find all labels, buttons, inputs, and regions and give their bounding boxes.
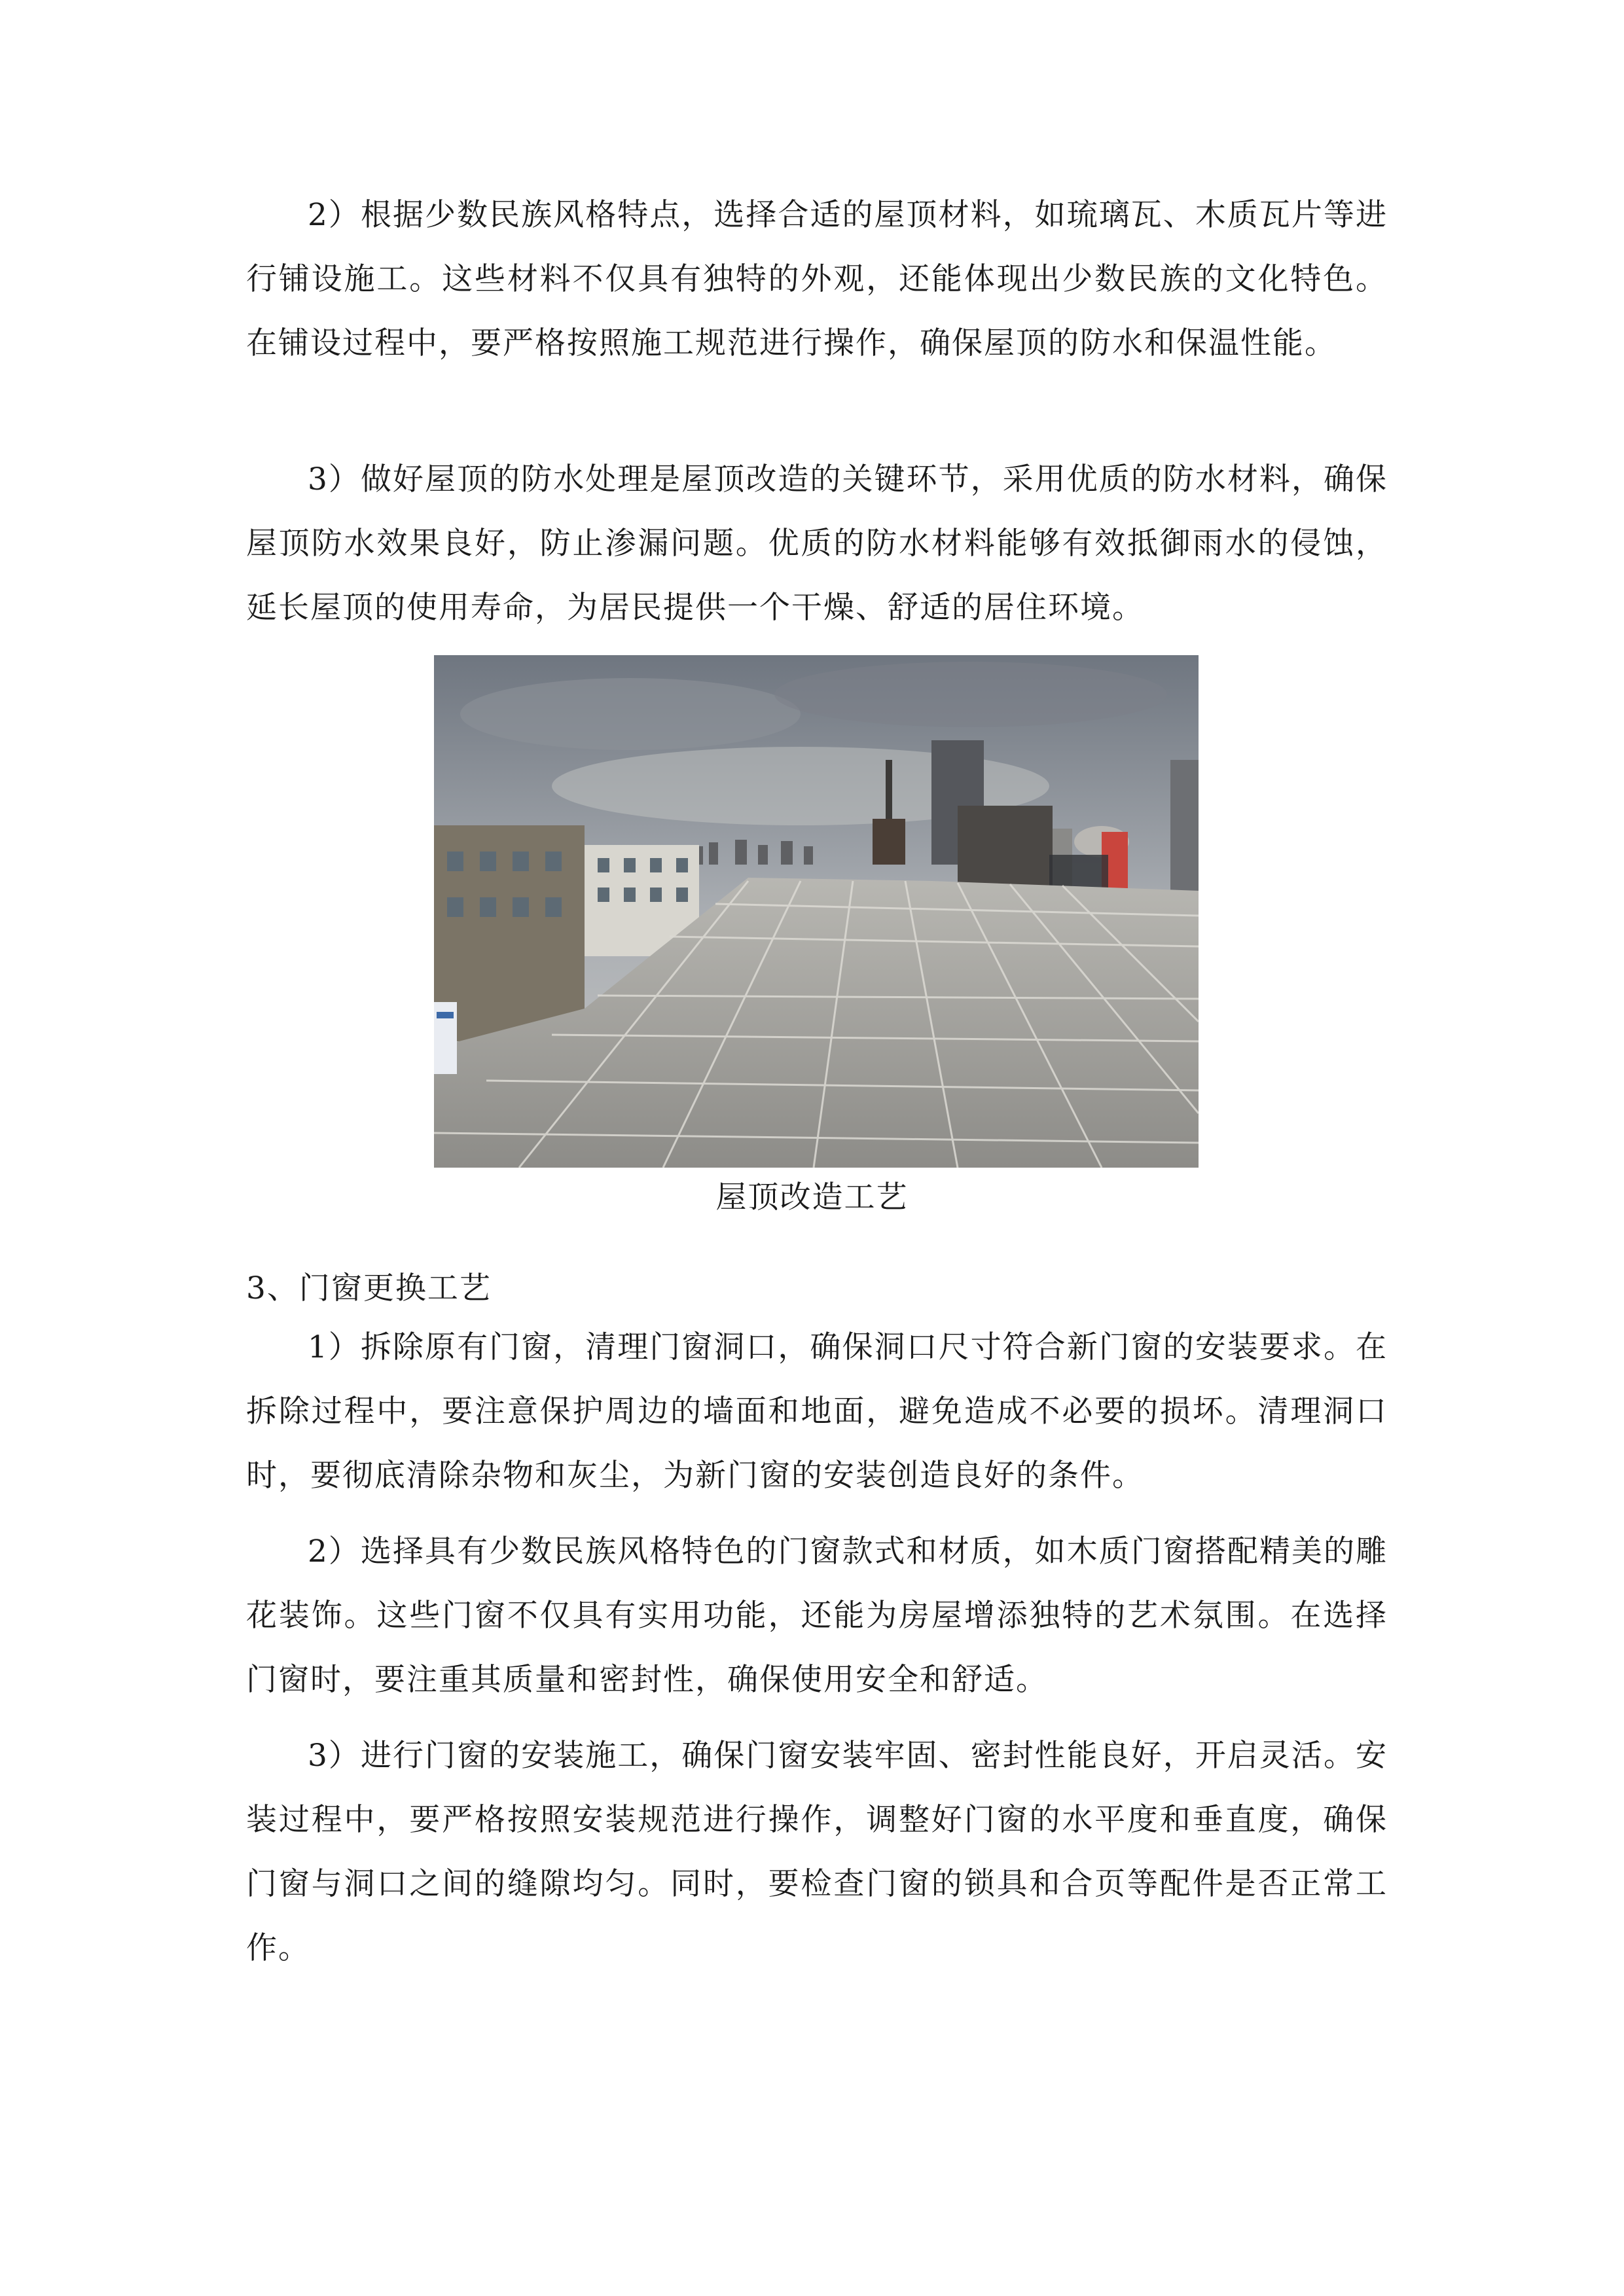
figure-caption: 屋顶改造工艺 — [715, 1179, 909, 1215]
rooftop-photo — [434, 655, 1199, 1168]
paragraph-roof-materials: 2）根据少数民族风格特点，选择合适的屋顶材料，如琉璃瓦、木质瓦片等进行铺设施工。这些材料不仅具有独特的外观，还能体现出少数民族的文化特色。在铺设过程中，要严格按照施工规范进行操作，确保屋顶的防水和保温性能。 — [246, 197, 1388, 361]
paragraph-door-removal: 1）拆除原有门窗，清理门窗洞口，确保洞口尺寸符合新门窗的安装要求。在拆除过程中，要注意保护周边的墙面和地面，避免造成不必要的损坏。清理洞口时，要彻底清除杂物和灰尘，为新门窗的安装创造良好的条件。 — [246, 1329, 1388, 1494]
paragraph-roof-waterproofing: 3）做好屋顶的防水处理是屋顶改造的关键环节，采用优质的防水材料，确保屋顶防水效果良好，防止渗漏问题。优质的防水材料能够有效抵御雨水的侵蚀，延长屋顶的使用寿命，为居民提供一个干燥、舒适的居住环境。 — [246, 461, 1388, 626]
paragraph-door-selection: 2）选择具有少数民族风格特色的门窗款式和材质，如木质门窗搭配精美的雕花装饰。这些门窗不仅具有实用功能，还能为房屋增添独特的艺术氛围。在选择门窗时，要注重其质量和密封性，确保使用安全和舒适。 — [246, 1534, 1388, 1698]
paragraph-door-installation: 3）进行门窗的安装施工，确保门窗安装牢固、密封性能良好，开启灵活。安装过程中，要严格按照安装规范进行操作，调整好门窗的水平度和垂直度，确保门窗与洞口之间的缝隙均匀。同时，要检查门窗的锁具和合页等配件是否正常工作。 — [246, 1738, 1388, 1966]
section-heading: 3、门窗更换工艺 — [246, 1270, 492, 1306]
